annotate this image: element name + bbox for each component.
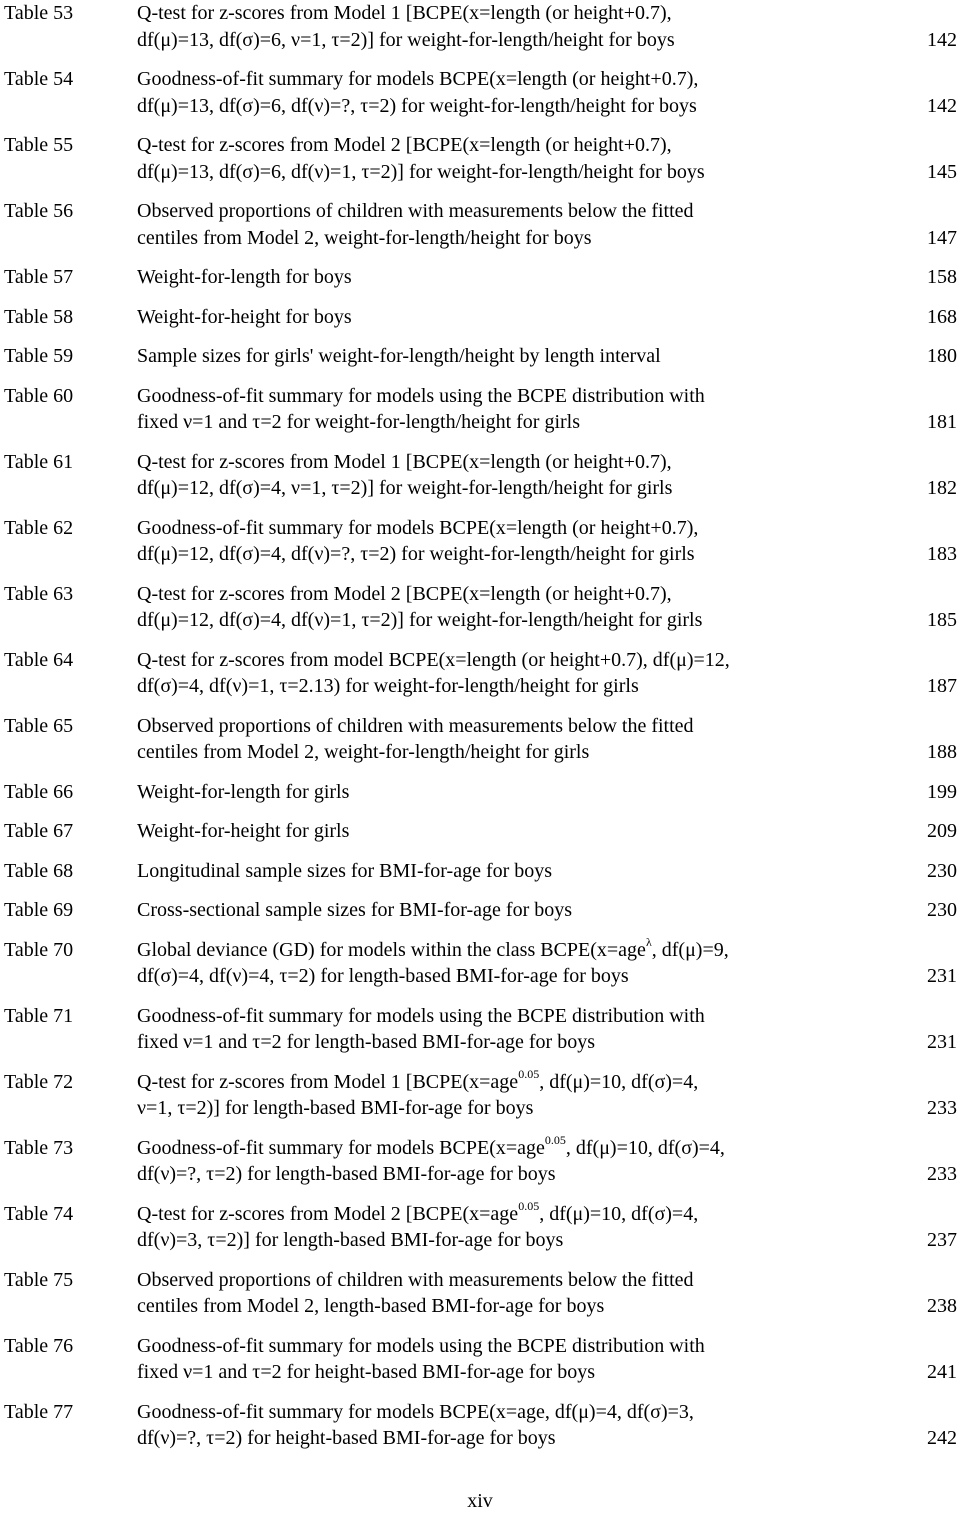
toc-entry-title-line [137, 934, 897, 964]
toc-entry-title [137, 858, 897, 885]
toc-entry-label: Table 65 [4, 714, 74, 737]
toc-entry-title [137, 304, 897, 331]
toc-entry-title-line: df(σ)=4, df(ν)=4, τ=2) for length-based BMI-for-age for boys [137, 965, 629, 987]
toc-entry-title [137, 1066, 897, 1122]
toc-entry-page-number: 168 [927, 305, 957, 328]
toc-entry-label: Table 72 [4, 1070, 74, 1093]
toc-entry-label: Table 61 [4, 450, 74, 473]
superscript-text: 0.05 [544, 1132, 566, 1147]
toc-entry-title-line: Q-test for z-scores from Model 2 [BCPE(x=length (or height+0.7), [137, 134, 672, 156]
toc-entry-label: Table 64 [4, 648, 74, 671]
toc-entry-label: Table 53 [4, 2, 74, 24]
toc-entry-title [137, 449, 897, 502]
toc-entry-title [137, 343, 897, 370]
toc-entry-title-line: Goodness-of-fit summary for models using the BCPE distribution with [137, 1004, 705, 1027]
superscript-text: λ [645, 934, 652, 949]
toc-entry-title-line: df(μ)=13, df(σ)=6, df(ν)=1, τ=2)] for weight-for-length/height for boys [137, 160, 705, 183]
toc-entry-page-number: 241 [927, 1361, 957, 1383]
title-text-segment: Q-test for z-scores from Model 2 [BCPE(x=age [137, 1202, 519, 1225]
toc-entry-label: Table 57 [4, 266, 74, 288]
toc-entry-title-line: Weight-for-length for boys [137, 266, 352, 288]
toc-entry-page-number: 180 [927, 345, 957, 367]
toc-entry-page-number: 233 [927, 1097, 957, 1119]
toc-entry-title-line: df(μ)=12, df(σ)=4, ν=1, τ=2)] for weight-for-length/height for girls [137, 477, 673, 499]
toc-entry-title-line: centiles from Model 2, weight-for-length/height for boys [137, 226, 592, 249]
toc-entry-title [137, 1399, 897, 1452]
toc-entry-title-line: Observed proportions of children with measurements below the fitted [137, 714, 694, 737]
superscript-text: 0.05 [518, 1066, 540, 1081]
toc-entry-title-line: df(σ)=4, df(ν)=1, τ=2.13) for weight-for-length/height for girls [137, 675, 639, 697]
toc-entry-title-line: Sample sizes for girls' weight-for-length/height by length interval [137, 345, 661, 367]
toc-entry-title [137, 1267, 897, 1320]
title-text-segment: , df(μ)=9, [651, 938, 729, 961]
toc-entry-title-line: Goodness-of-fit summary for models BCPE(x=length (or height+0.7), [137, 516, 699, 539]
toc-entry-label: Table 56 [4, 200, 74, 222]
toc-entry-label: Table 71 [4, 1004, 74, 1027]
toc-entry-title [137, 383, 897, 436]
toc-entry-title-line: df(ν)=?, τ=2) for height-based BMI-for-age for boys [137, 1427, 556, 1449]
toc-entry-page-number: 181 [927, 411, 957, 433]
title-text-segment: Global deviance (GD) for models within the class BCPE(x=age [137, 938, 646, 961]
toc-entry-title [137, 1132, 897, 1188]
toc-entry-page-number: 233 [927, 1163, 957, 1185]
toc-entry-title-line [137, 1066, 897, 1096]
toc-entry-title-line: df(μ)=12, df(σ)=4, df(ν)=?, τ=2) for weight-for-length/height for girls [137, 543, 695, 565]
toc-entry-label: Table 73 [4, 1136, 74, 1159]
toc-entry-title-line: Goodness-of-fit summary for models using the BCPE distribution with [137, 384, 705, 407]
title-text-segment: , df(μ)=10, df(σ)=4, [539, 1070, 699, 1093]
toc-entry-title-line: ν=1, τ=2)] for length-based BMI-for-age for boys [137, 1097, 534, 1119]
toc-entry-page-number: 199 [927, 780, 957, 803]
toc-entry-title-line: Longitudinal sample sizes for BMI-for-age for boys [137, 859, 553, 882]
toc-entry-page-number: 231 [927, 1031, 957, 1053]
toc-entry-title-line: Q-test for z-scores from Model 1 [BCPE(x=length (or height+0.7), [137, 2, 672, 24]
toc-entry-title-line [137, 1198, 897, 1228]
toc-entry-label: Table 55 [4, 134, 74, 156]
toc-entry-title [137, 264, 897, 291]
toc-entry-label: Table 67 [4, 820, 74, 842]
toc-entry-title-line: df(μ)=13, df(σ)=6, df(ν)=?, τ=2) for weight-for-length/height for boys [137, 94, 697, 117]
toc-entry-title [137, 1003, 897, 1056]
title-text-segment: Goodness-of-fit summary for models BCPE(x=age [137, 1136, 545, 1159]
toc-entry-page-number: 230 [927, 859, 957, 882]
toc-entry-page-number: 238 [927, 1295, 957, 1317]
toc-entry-title-line: Cross-sectional sample sizes for BMI-for-age for boys [137, 899, 573, 921]
toc-entry-title-line: Weight-for-height for boys [137, 305, 352, 328]
toc-entry-title-line: df(μ)=12, df(σ)=4, df(ν)=1, τ=2)] for weight-for-length/height for girls [137, 609, 703, 631]
toc-entry-label: Table 54 [4, 68, 74, 90]
toc-entry-page-number: 185 [927, 609, 957, 631]
toc-entry-title-line: fixed ν=1 and τ=2 for weight-for-length/height for girls [137, 411, 581, 433]
toc-entry-page-number: 142 [927, 94, 957, 117]
toc-entry-label: Table 77 [4, 1400, 74, 1423]
toc-entry-title [137, 0, 897, 53]
toc-entry-label: Table 75 [4, 1268, 74, 1291]
toc-entry-title [137, 647, 897, 700]
toc-entry-title-line: centiles from Model 2, length-based BMI-for-age for boys [137, 1295, 605, 1317]
toc-entry-label: Table 58 [4, 305, 74, 328]
toc-entry-label: Table 70 [4, 938, 74, 961]
toc-entry-label: Table 59 [4, 345, 74, 367]
toc-entry-title [137, 1333, 897, 1386]
toc-entry-page-number: 237 [927, 1229, 957, 1251]
toc-entry-title-line: Observed proportions of children with measurements below the fitted [137, 200, 694, 222]
toc-entry-title-line: Weight-for-length for girls [137, 780, 350, 803]
toc-entry-title [137, 897, 897, 924]
toc-entry-label: Table 76 [4, 1334, 74, 1357]
toc-entry-page-number: 187 [927, 675, 957, 697]
toc-entry-title-line: df(ν)=?, τ=2) for length-based BMI-for-age for boys [137, 1163, 556, 1185]
toc-entry-title [137, 818, 897, 845]
toc-entry-title-line: df(ν)=3, τ=2)] for length-based BMI-for-age for boys [137, 1229, 564, 1251]
page-number-footer: xiv [467, 1490, 493, 1512]
toc-entry-title-line: Goodness-of-fit summary for models using the BCPE distribution with [137, 1334, 705, 1357]
superscript-text: 0.05 [518, 1198, 540, 1213]
toc-entry-title-line: fixed ν=1 and τ=2 for length-based BMI-for-age for boys [137, 1031, 595, 1053]
toc-entry-page-number: 147 [927, 226, 957, 249]
toc-entry-label: Table 63 [4, 582, 74, 605]
toc-entry-title [137, 1198, 897, 1254]
toc-entry-page-number: 188 [927, 741, 957, 763]
toc-entry-title-line: df(μ)=13, df(σ)=6, ν=1, τ=2)] for weight-for-length/height for boys [137, 28, 675, 51]
toc-entry-title [137, 66, 897, 119]
toc-entry-title [137, 581, 897, 634]
toc-entry-label: Table 62 [4, 516, 74, 539]
toc-entry-title [137, 713, 897, 766]
toc-entry-title-line: Goodness-of-fit summary for models BCPE(x=length (or height+0.7), [137, 68, 699, 90]
toc-entry-title-line: Q-test for z-scores from Model 1 [BCPE(x=length (or height+0.7), [137, 450, 672, 473]
toc-entry-page-number: 158 [927, 266, 957, 288]
toc-entry-page-number: 142 [927, 28, 957, 51]
toc-entry-title [137, 515, 897, 568]
toc-entry-title-line: fixed ν=1 and τ=2 for height-based BMI-for-age for boys [137, 1361, 595, 1383]
title-text-segment: Q-test for z-scores from Model 1 [BCPE(x=age [137, 1070, 519, 1093]
toc-entry-title [137, 132, 897, 185]
toc-entry-title [137, 934, 897, 990]
toc-entry-page-number: 209 [927, 820, 957, 842]
toc-entry-label: Table 74 [4, 1202, 74, 1225]
toc-entry-label: Table 69 [4, 899, 74, 921]
toc-entry-title-line: Q-test for z-scores from model BCPE(x=length (or height+0.7), df(μ)=12, [137, 648, 730, 671]
toc-entry-page-number: 182 [927, 477, 957, 499]
toc-entry-title-line: Observed proportions of children with measurements below the fitted [137, 1268, 694, 1291]
toc-entry-page-number: 230 [927, 899, 957, 921]
toc-entry-title [137, 198, 897, 251]
toc-entry-title-line [137, 1132, 897, 1162]
toc-entry-label: Table 60 [4, 384, 74, 407]
title-text-segment: , df(μ)=10, df(σ)=4, [539, 1202, 699, 1225]
toc-entry-title-line: centiles from Model 2, weight-for-length/height for girls [137, 741, 590, 763]
title-text-segment: , df(μ)=10, df(σ)=4, [565, 1136, 725, 1159]
toc-entry-title [137, 779, 897, 806]
toc-entry-page-number: 242 [927, 1427, 957, 1449]
toc-entry-label: Table 66 [4, 780, 74, 803]
toc-entry-title-line: Goodness-of-fit summary for models BCPE(x=age, df(μ)=4, df(σ)=3, [137, 1400, 694, 1423]
toc-entry-label: Table 68 [4, 859, 74, 882]
toc-entry-page-number: 145 [927, 160, 957, 183]
toc-entry-page-number: 231 [927, 965, 957, 987]
toc-entry-title-line: Q-test for z-scores from Model 2 [BCPE(x=length (or height+0.7), [137, 582, 672, 605]
toc-entry-page-number: 183 [927, 543, 957, 565]
toc-entry-title-line: Weight-for-height for girls [137, 820, 350, 842]
